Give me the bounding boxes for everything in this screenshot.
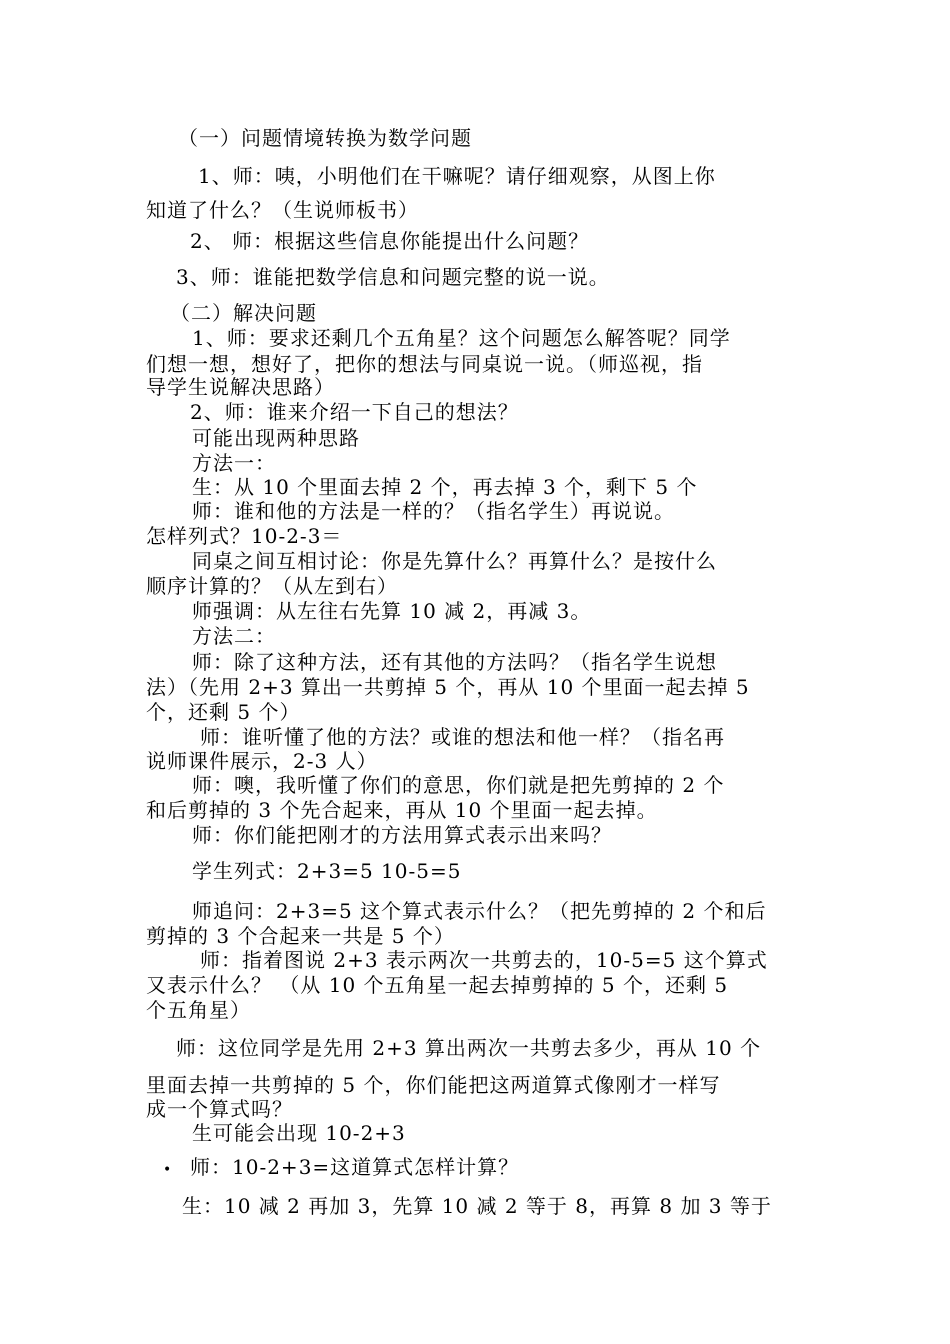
paragraph-line: 师：谁和他的方法是一样的？（指名学生）再说说。 — [192, 499, 675, 523]
paragraph-line: 师：这位同学是先用 2+3 算出两次一共剪去多少，再从 10 个 — [176, 1036, 762, 1060]
paragraph-line: 1、师：咦，小明他们在干嘛呢？请仔细观察，从图上你 — [198, 164, 716, 188]
paragraph-line: 和后剪掉的 3 个先合起来，再从 10 个里面一起去掉。 — [146, 798, 658, 822]
paragraph-line: 又表示什么？ （从 10 个五角星一起去掉剪掉的 5 个，还剩 5 — [146, 973, 729, 997]
paragraph-line: 顺序计算的？（从左到右） — [146, 574, 398, 598]
section1-heading: （一）问题情境转换为数学问题 — [178, 126, 472, 150]
paragraph-line: 法）（先用 2+3 算出一共剪掉 5 个，再从 10 个里面一起去掉 5 — [146, 675, 750, 699]
paragraph-line: 说师课件展示，2-3 人） — [146, 749, 378, 773]
paragraph-line: 1、师：要求还剩几个五角星？这个问题怎么解答呢？同学 — [192, 326, 731, 350]
paragraph-line: 2、 师：根据这些信息你能提出什么问题？ — [190, 229, 590, 253]
paragraph-line: 们想一想，想好了，把你的想法与同桌说一说。（师巡视，指 — [146, 352, 703, 376]
paragraph-line: 师：你们能把刚才的方法用算式表示出来吗？ — [192, 823, 612, 847]
paragraph-line: 2、师：谁来介绍一下自己的想法？ — [190, 400, 519, 424]
paragraph-line: 师：除了这种方法，还有其他的方法吗？（指名学生说想 — [192, 650, 717, 674]
paragraph-line: 剪掉的 3 个合起来一共是 5 个） — [146, 924, 455, 948]
paragraph-line: 师：谁听懂了他的方法？或谁的想法和他一样？（指名再 — [200, 725, 725, 749]
paragraph-line: 成一个算式吗？ — [146, 1097, 293, 1121]
paragraph-line: 师：噢，我听懂了你们的意思，你们就是把先剪掉的 2 个 — [192, 773, 725, 797]
section2-heading: （二）解决问题 — [170, 301, 317, 325]
paragraph-line: 怎样列式？10-2-3＝ — [146, 524, 343, 548]
paragraph-line: 生：从 10 个里面去掉 2 个，再去掉 3 个，剩下 5 个 — [192, 475, 698, 499]
paragraph-line: 个，还剩 5 个） — [146, 700, 301, 724]
paragraph-line: 知道了什么？（生说师板书） — [146, 198, 419, 222]
paragraph-line: 师：10-2+3=这道算式怎样计算？ — [190, 1155, 520, 1179]
paragraph-line: 导学生说解决思路） — [146, 375, 335, 399]
paragraph-line: 个五角星） — [146, 998, 251, 1022]
paragraph-line: 师：指着图说 2+3 表示两次一共剪去的，10-5=5 这个算式 — [200, 948, 768, 972]
paragraph-line: 师强调：从左往右先算 10 减 2，再减 3。 — [192, 599, 592, 623]
paragraph-line: 学生列式：2+3=5 10-5=5 — [192, 859, 462, 883]
paragraph-line: 师追问：2+3=5 这个算式表示什么？（把先剪掉的 2 个和后 — [192, 899, 767, 923]
bullet-dot: • — [163, 1162, 172, 1178]
method1-title: 方法一： — [192, 451, 276, 475]
paragraph-line: 同桌之间互相讨论：你是先算什么？再算什么？是按什么 — [192, 549, 717, 573]
method2-title: 方法二： — [192, 624, 276, 648]
paragraph-line: 3、师：谁能把数学信息和问题完整的说一说。 — [176, 265, 610, 289]
paragraph-line: 生：10 减 2 再加 3，先算 10 减 2 等于 8，再算 8 加 3 等于 — [182, 1194, 772, 1218]
paragraph-line: 生可能会出现 10-2+3 — [192, 1121, 406, 1145]
paragraph-line: 里面去掉一共剪掉的 5 个，你们能把这两道算式像刚才一样写 — [146, 1073, 721, 1097]
paragraph-line: 可能出现两种思路 — [192, 426, 360, 450]
